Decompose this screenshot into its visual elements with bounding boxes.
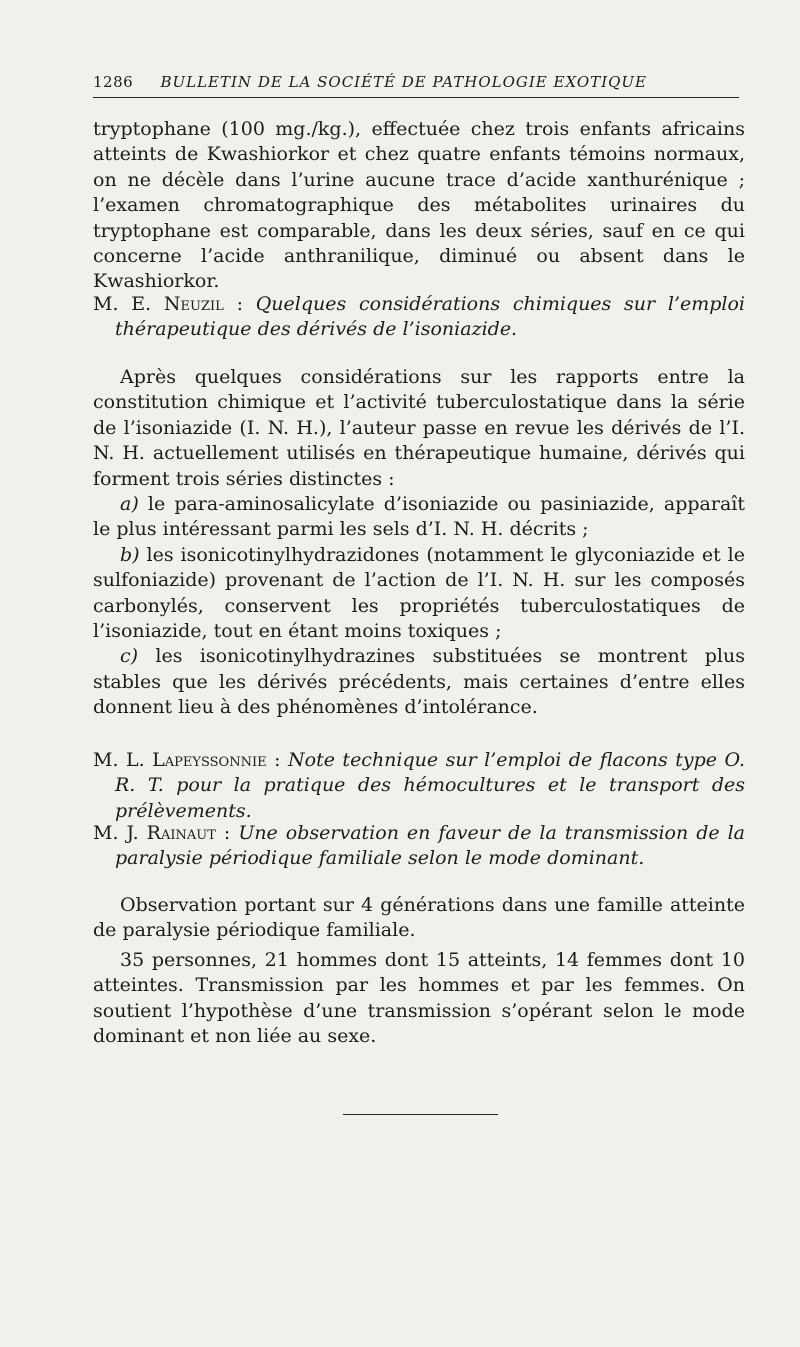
item-text: les isonicotinylhydrazines substituées se montrent plus stables que les dérivés précédents, mais certaines d’entre elles donnent lieu à des phénomènes d’intolérance. <box>93 645 745 719</box>
entry-neuzil <box>93 292 745 343</box>
entry-neuzil-summary <box>93 365 745 721</box>
author-name: Lapeyssonnie <box>152 749 267 771</box>
author-name: Rainaut <box>146 822 216 844</box>
continuation-text: tryptophane (100 mg./kg.), effectuée chez trois enfants africains atteints de Kwashiorkor et chez quatre enfants témoins normaux, on ne décèle dans l’urine aucune trace d’acide xanthurénique ; l’examen chromatographique des métabolites urinaires du tryptophane est comparable, dans les deux séries, sauf en ce qui concerne l’acide anthranilique, diminué ou absent dans le Kwashiorkor. <box>93 118 745 293</box>
heading-separator: : <box>223 822 231 844</box>
summary-intro: Après quelques considérations sur les rapports entre la constitution chimique et l’activité tuberculostatique dans la série de l’isoniazide (I. N. H.), l’auteur passe en revue les dérivés de l’I. N. H. actuellement utilisés en thérapeutique humaine, dérivés qui forment trois séries distinctes : <box>93 366 745 490</box>
entry-rainaut-summary <box>93 893 745 1049</box>
author-name: Neuzil <box>163 293 224 315</box>
entry-title: Quelques considérations chimiques sur l’emploi thérapeutique des dérivés de l’isoniazide. <box>115 293 746 341</box>
list-item-a <box>93 492 745 543</box>
running-header <box>93 73 739 98</box>
heading-separator: : <box>236 293 243 315</box>
list-item-b <box>93 543 745 645</box>
entry-heading <box>93 292 745 343</box>
entry-title: Note technique sur l’emploi de flacons type O. R. T. pour la pratique des hémocultures et le transport des prélèvements. <box>115 749 746 822</box>
author-prefix: M. L. <box>93 749 145 771</box>
entry-title: Une observation en faveur de la transmission de la paralysie périodique familiale selon le mode dominant. <box>115 822 746 870</box>
summary-paragraph: Observation portant sur 4 générations dans une famille atteinte de paralysie périodique familiale. <box>93 894 745 942</box>
item-text: le para-aminosalicylate d’isoniazide ou pasiniazide, apparaît le plus intéressant parmi les sels d’I. N. H. décrits ; <box>93 493 745 541</box>
item-label: b) <box>120 543 140 566</box>
entry-lapeyssonnie <box>93 748 745 824</box>
item-text: les isonicotinylhydrazidones (notamment le glyconiazide et le sulfoniazide) provenant de l’action de l’I. N. H. sur les composés carbonylés, conservent les propriétés tuberculostatiques de l’isoniazide, tout en étant moins toxiques ; <box>93 543 745 643</box>
summary-paragraph: 35 personnes, 21 hommes dont 15 atteints, 14 femmes dont 10 atteintes. Transmission par les hommes et par les femmes. On soutient l’hypothèse d’une transmission s’opérant selon le mode dominant et non liée au sexe. <box>93 948 745 1048</box>
entry-rainaut <box>93 821 745 872</box>
item-label: a) <box>120 493 139 516</box>
item-label: c) <box>120 645 139 668</box>
journal-title: BULLETIN DE LA SOCIÉTÉ DE PATHOLOGIE EXOTIQUE <box>160 73 648 91</box>
entry-heading <box>93 748 745 824</box>
author-prefix: M. E. <box>93 293 152 315</box>
heading-separator: : <box>274 749 281 771</box>
closing-rule <box>343 1114 498 1115</box>
entry-heading <box>93 821 745 872</box>
list-item-c <box>93 644 745 720</box>
page-number: 1286 <box>93 73 134 91</box>
author-prefix: M. J. <box>93 822 139 844</box>
continuation-paragraph <box>93 117 745 295</box>
